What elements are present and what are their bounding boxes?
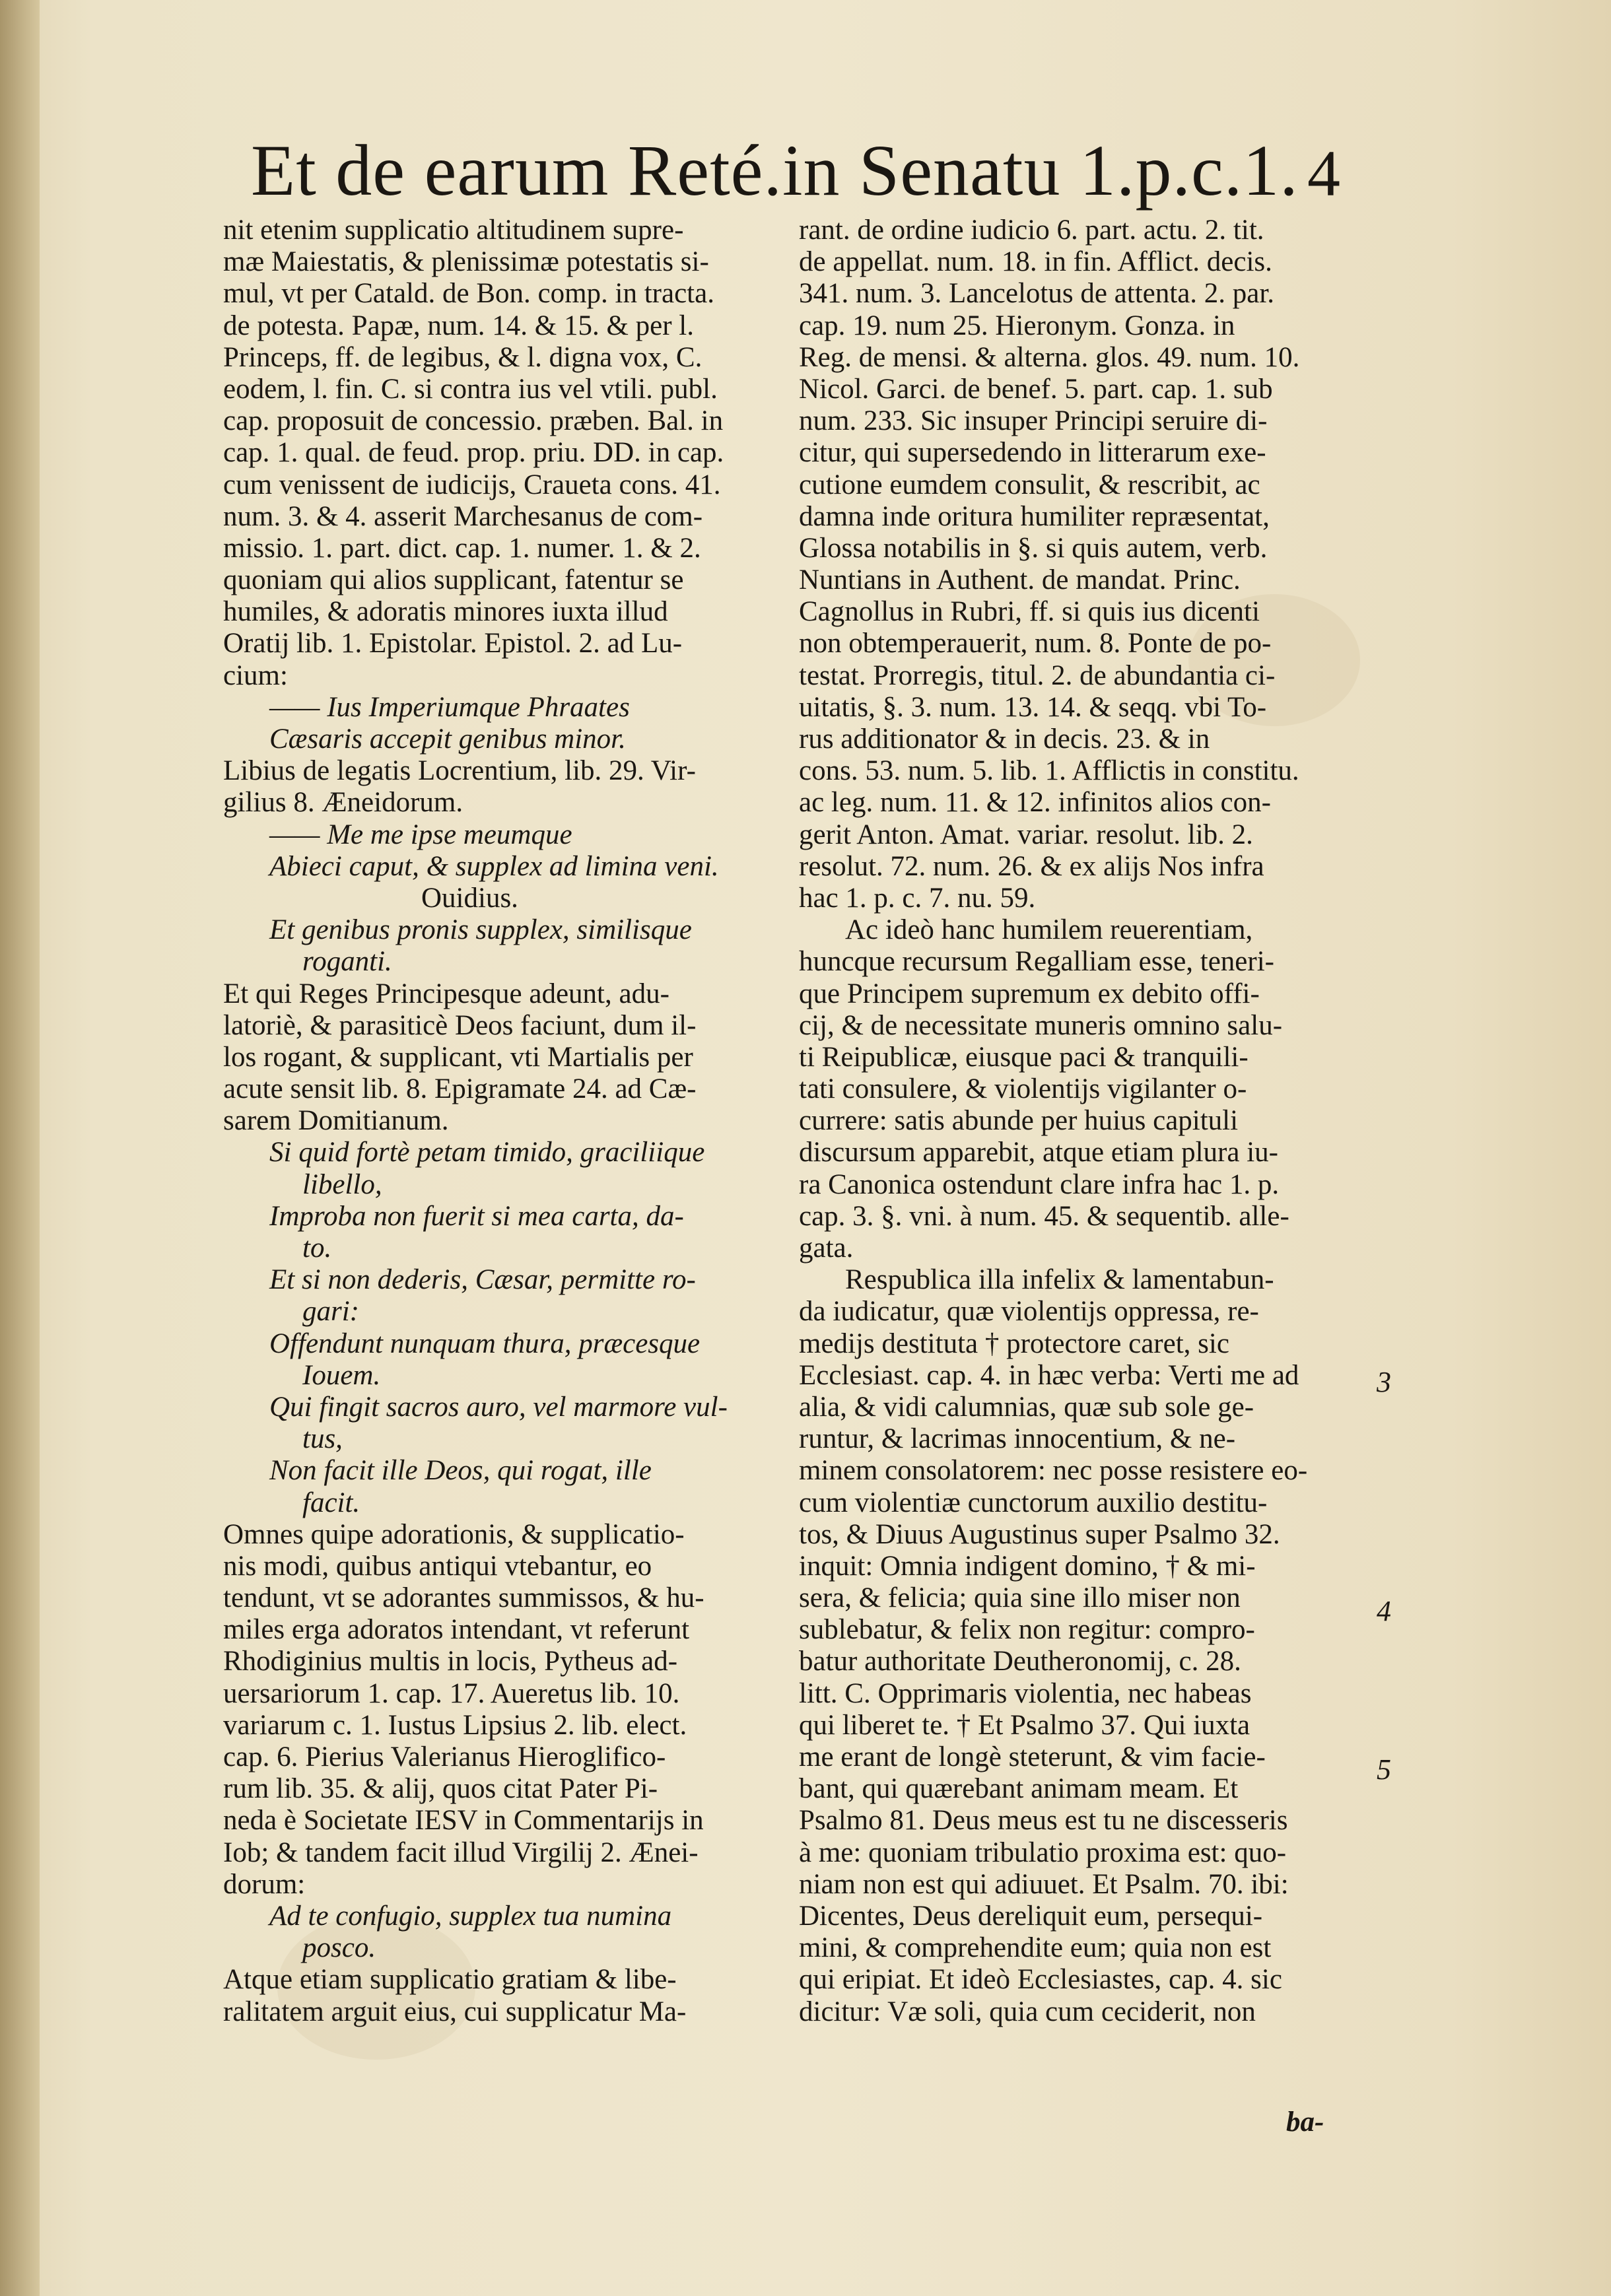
text-line: tos, & Diuus Augustinus super Psalmo 32. — [799, 1518, 1280, 1550]
text-line: sublebatur, & felix non regitur: compro- — [799, 1614, 1255, 1646]
text-line: sera, & felicia; quia sine illo miser non — [799, 1582, 1241, 1614]
text-line: mini, & comprehendite eum; quia non est — [799, 1932, 1272, 1964]
text-line: num. 233. Sic insuper Principi seruire di- — [799, 405, 1268, 437]
text-line: Iouem. — [302, 1359, 381, 1391]
text-line: Ac ideò hanc humilem reuerentiam, — [845, 914, 1253, 946]
text-line: cons. 53. num. 5. lib. 1. Afflictis in constitu. — [799, 755, 1299, 787]
left-text-column — [223, 215, 771, 2028]
text-line: Ecclesiast. cap. 4. in hæc verba: Verti me ad — [799, 1359, 1299, 1391]
text-line: Reg. de mensi. & alterna. glos. 49. num. 10. — [799, 341, 1300, 373]
text-line: sarem Domitianum. — [223, 1105, 449, 1137]
text-line: tus, — [302, 1423, 343, 1455]
text-line: Princeps, ff. de legibus, & l. digna vox, C. — [223, 341, 703, 373]
page-number: 4 — [1307, 137, 1340, 210]
text-line: cum venissent de iudicijs, Craueta cons. 41. — [223, 469, 721, 500]
text-line: rant. de ordine iudicio 6. part. actu. 2. tit. — [799, 215, 1264, 246]
text-line: gerit Anton. Amat. variar. resolut. lib. 2. — [799, 819, 1253, 850]
text-line: cap. 19. num 25. Hieronym. Gonza. in — [799, 310, 1235, 341]
text-line: —— Me me ipse meumque — [269, 819, 572, 850]
text-line: testat. Prorregis, titul. 2. de abundantia ci- — [799, 659, 1276, 691]
text-line: dicitur: Væ soli, quia cum ceciderit, non — [799, 1996, 1256, 2027]
text-line: facit. — [302, 1487, 360, 1518]
text-line: Qui fingit sacros auro, vel marmore vul- — [269, 1391, 728, 1423]
text-line: qui liberet te. † Et Psalmo 37. Qui iuxta — [799, 1709, 1251, 1741]
text-line: Oratij lib. 1. Epistolar. Epistol. 2. ad Lu- — [223, 628, 683, 659]
text-line: miles erga adoratos intendant, vt referunt — [223, 1614, 690, 1646]
text-line: Nuntians in Authent. de mandat. Princ. — [799, 564, 1241, 596]
text-line: Cæsaris accepit genibus minor. — [269, 724, 626, 755]
text-line: batur authoritate Deutheronomij, c. 28. — [799, 1646, 1241, 1677]
text-line: niam non est qui adiuuet. Et Psalm. 70. ibi: — [799, 1868, 1289, 1900]
text-line: acute sensit lib. 8. Epigramate 24. ad Cæ- — [223, 1073, 697, 1105]
text-line: libello, — [302, 1168, 382, 1200]
text-line: non obtemperauerit, num. 8. Ponte de po- — [799, 628, 1272, 659]
text-line: Cagnollus in Rubri, ff. si quis ius dicenti — [799, 596, 1260, 628]
text-line: dorum: — [223, 1868, 306, 1900]
text-line: to. — [302, 1232, 332, 1264]
text-line: eodem, l. fin. C. si contra ius vel vtili. publ. — [223, 373, 718, 405]
text-line: Offendunt nunquam thura, præcesque — [269, 1328, 701, 1359]
text-line: posco. — [302, 1932, 376, 1964]
text-line: rum lib. 35. & alij, quos citat Pater Pi- — [223, 1773, 658, 1805]
text-line: num. 3. & 4. asserit Marchesanus de com- — [223, 500, 703, 532]
text-line: huncque recursum Regalliam esse, teneri- — [799, 946, 1274, 978]
text-line: cum violentiæ cunctorum auxilio destitu- — [799, 1487, 1268, 1518]
text-line: Rhodiginius multis in locis, Pytheus ad- — [223, 1646, 678, 1677]
margin-note: 4 — [1377, 1595, 1391, 1627]
text-line: qui eripiat. Et ideò Ecclesiastes, cap. 4. sic — [799, 1964, 1282, 1996]
text-line: Respublica illa infelix & lamentabun- — [845, 1264, 1274, 1296]
page-gutter — [0, 0, 40, 2296]
text-line: tati consulere, & violentijs vigilanter o- — [799, 1073, 1247, 1105]
text-line: Si quid fortè petam timido, graciliique — [269, 1137, 705, 1168]
text-line: resolut. 72. num. 26. & ex alijs Nos infra — [799, 850, 1264, 882]
text-line: 341. num. 3. Lancelotus de attenta. 2. par. — [799, 278, 1275, 310]
text-line: de potesta. Papæ, num. 14. & 15. & per l. — [223, 310, 695, 341]
text-line: Iob; & tandem facit illud Virgilij 2. Ænei- — [223, 1837, 699, 1868]
text-line: rus additionator & in decis. 23. & in — [799, 724, 1210, 755]
text-line: mul, vt per Catald. de Bon. comp. in tracta. — [223, 278, 714, 310]
text-line: Et si non dederis, Cæsar, permitte ro- — [269, 1264, 696, 1296]
text-line: Omnes quipe adorationis, & supplicatio- — [223, 1518, 685, 1550]
text-line: tendunt, vt se adorantes summissos, & hu- — [223, 1582, 704, 1614]
text-line: nit etenim supplicatio altitudinem supre- — [223, 215, 684, 246]
text-line: ti Reipublicæ, eiusque paci & tranquili- — [799, 1041, 1249, 1073]
text-line: cap. 1. qual. de feud. prop. priu. DD. in cap. — [223, 437, 724, 469]
text-line: humiles, & adoratis minores iuxta illud — [223, 596, 668, 628]
text-line: inquit: Omnia indigent domino, † & mi- — [799, 1550, 1256, 1582]
text-line: ra Canonica ostendunt clare infra hac 1. p. — [799, 1168, 1280, 1200]
text-line: litt. C. Opprimaris violentia, nec habeas — [799, 1677, 1252, 1709]
text-line: cap. proposuit de concessio. præben. Bal. in — [223, 405, 724, 437]
margin-note: 5 — [1377, 1753, 1391, 1786]
text-line: Glossa notabilis in §. si quis autem, verb. — [799, 532, 1268, 564]
text-line: Ouidius. — [421, 882, 518, 914]
text-line: uersariorum 1. cap. 17. Aueretus lib. 10. — [223, 1677, 680, 1709]
text-line: Ad te confugio, supplex tua numina — [269, 1900, 672, 1932]
text-line: Libius de legatis Locrentium, lib. 29. Vir- — [223, 755, 696, 787]
text-line: Nicol. Garci. de benef. 5. part. cap. 1. sub — [799, 373, 1273, 405]
text-line: de appellat. num. 18. in fin. Afflict. decis. — [799, 246, 1272, 278]
text-line: nis modi, quibus antiqui vtebantur, eo — [223, 1550, 652, 1582]
text-line: gari: — [302, 1296, 359, 1328]
text-line: gata. — [799, 1232, 854, 1264]
text-line: bant, qui quærebant animam meam. Et — [799, 1773, 1239, 1805]
text-line: citur, qui supersedendo in litterarum exe- — [799, 437, 1266, 469]
text-line: neda è Societate IESV in Commentarijs in — [223, 1805, 704, 1837]
text-line: roganti. — [302, 946, 392, 978]
page-header — [251, 129, 1360, 211]
text-line: Atque etiam supplicatio gratiam & libe- — [223, 1964, 677, 1996]
text-line: cutione eumdem consulit, & rescribit, ac — [799, 469, 1260, 500]
text-line: ralitatem arguit eius, cui supplicatur Ma- — [223, 1996, 687, 2027]
text-line: uitatis, §. 3. num. 13. 14. & seqq. vbi To- — [799, 691, 1267, 723]
margin-note: 3 — [1377, 1366, 1391, 1398]
text-line: que Principem supremum ex debito offi- — [799, 978, 1260, 1009]
text-line: Non facit ille Deos, qui rogat, ille — [269, 1455, 652, 1487]
text-line: damna inde oritura humiliter repræsentat, — [799, 500, 1270, 532]
text-line: quoniam qui alios supplicant, fatentur se — [223, 564, 684, 596]
text-line: latoriè, & parasiticè Deos faciunt, dum il- — [223, 1009, 697, 1041]
text-line: hac 1. p. c. 7. nu. 59. — [799, 882, 1036, 914]
text-line: Et genibus pronis supplex, similisque — [269, 914, 692, 946]
text-line: ac leg. num. 11. & 12. infinitos alios con- — [799, 787, 1271, 819]
right-text-column — [799, 215, 1347, 2028]
text-line: missio. 1. part. dict. cap. 1. numer. 1. & 2. — [223, 532, 701, 564]
text-line: cium: — [223, 659, 288, 691]
text-line: Abieci caput, & supplex ad limina veni. — [269, 850, 719, 882]
text-line: da iudicatur, quæ violentijs oppressa, re- — [799, 1296, 1259, 1328]
running-head: Et de earum Reté.in Senatu 1.p.c.1. — [251, 130, 1299, 211]
text-line: cap. 3. §. vni. à num. 45. & sequentib. alle- — [799, 1200, 1289, 1232]
text-line: cap. 6. Pierius Valerianus Hieroglifico- — [223, 1741, 666, 1773]
text-line: me erant de longè steterunt, & vim facie- — [799, 1741, 1266, 1773]
text-line: Et qui Reges Principesque adeunt, adu- — [223, 978, 669, 1009]
text-line: discursum apparebit, atque etiam plura iu- — [799, 1137, 1278, 1168]
text-line: gilius 8. Æneidorum. — [223, 787, 463, 819]
catchword: ba- — [1286, 2107, 1324, 2138]
text-line: mæ Maiestatis, & plenissimæ potestatis si- — [223, 246, 709, 278]
text-line: alia, & vidi calumnias, quæ sub sole ge- — [799, 1391, 1254, 1423]
text-line: minem consolatorem: nec posse resistere eo- — [799, 1455, 1308, 1487]
text-line: runtur, & lacrimas innocentium, & ne- — [799, 1423, 1236, 1455]
text-line: Improba non fuerit si mea carta, da- — [269, 1200, 684, 1232]
text-line: los rogant, & supplicant, vti Martialis per — [223, 1041, 693, 1073]
text-line: medijs destituta † protectore caret, sic — [799, 1328, 1229, 1359]
text-line: Dicentes, Deus dereliquit eum, persequi- — [799, 1900, 1263, 1932]
text-line: cij, & de necessitate muneris omnino salu- — [799, 1009, 1283, 1041]
text-line: Psalmo 81. Deus meus est tu ne discesseris — [799, 1805, 1288, 1837]
text-line: à me: quoniam tribulatio proxima est: quo- — [799, 1837, 1287, 1868]
text-line: variarum c. 1. Iustus Lipsius 2. lib. elect. — [223, 1709, 687, 1741]
text-line: currere: satis abunde per huius capituli — [799, 1105, 1239, 1137]
text-line: —— Ius Imperiumque Phraates — [269, 691, 630, 723]
